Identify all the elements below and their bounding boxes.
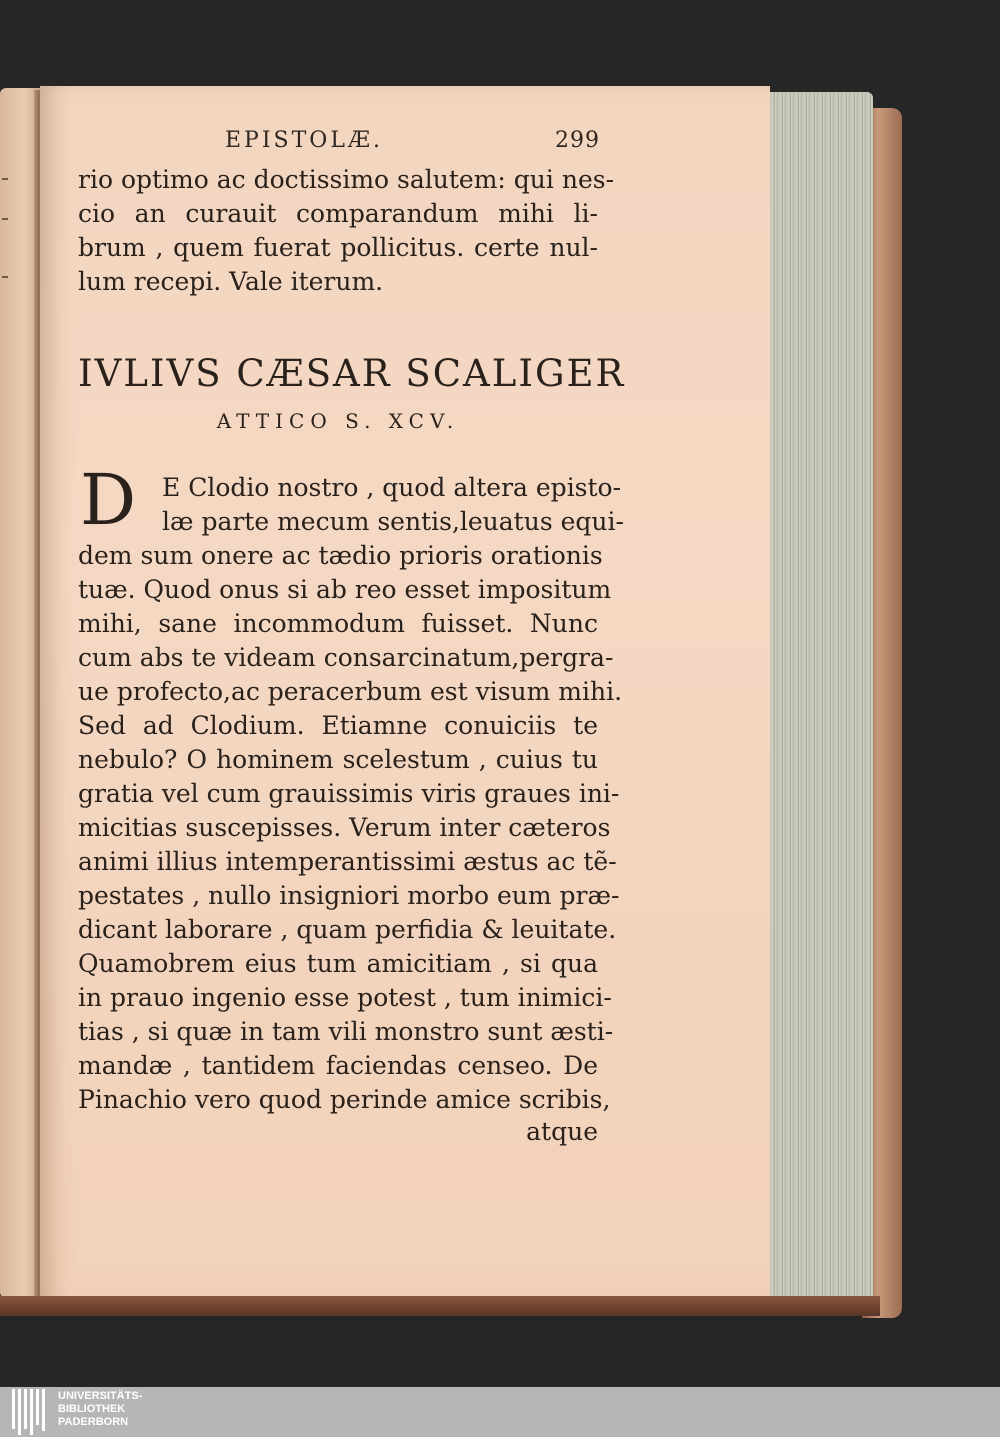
margin-mark (2, 178, 8, 180)
margin-mark (2, 276, 8, 278)
body-line: micitias suscepisses. Verum inter cæteros (78, 813, 611, 842)
intro-line: rio optimo ac doctissimo salutem: qui nes- (78, 165, 615, 194)
body-line: mihi, sane incommodum fuisset. Nunc (78, 609, 598, 638)
library-logo-icon (8, 1389, 48, 1435)
drop-cap: D (80, 459, 137, 541)
body-line: E Clodio nostro , quod altera episto- (162, 473, 622, 502)
running-title: EPISTOLÆ. (225, 128, 383, 153)
letter-subheading: ATTICO S. XCV. (216, 409, 460, 433)
body-line: in prauo ingenio esse potest , tum inimici- (78, 983, 612, 1012)
page-number: 299 (555, 128, 600, 153)
footer-bar (0, 1387, 1000, 1437)
letter-heading: IVLIVS CÆSAR SCALIGER (78, 352, 626, 395)
body-line: tias , si quæ in tam vili monstro sunt æsti- (78, 1017, 614, 1046)
body-line: mandæ , tantidem faciendas censeo. De (78, 1051, 598, 1080)
library-name (58, 1390, 258, 1429)
body-line: animi illius intemperantissimi æstus ac tẽ- (78, 847, 617, 876)
body-line: læ parte mecum sentis,leuatus equi- (162, 507, 624, 536)
library-name-line: BIBLIOTHEK (58, 1403, 126, 1415)
body-line: pestates , nullo insigniori morbo eum præ- (78, 881, 620, 910)
book-cover-bottom (0, 1296, 880, 1316)
body-line: nebulo? O hominem scelestum , cuius tu (78, 745, 598, 774)
body-line: ue profecto,ac peracerbum est visum mihi. (78, 677, 623, 706)
catchword: atque (526, 1117, 598, 1146)
body-line: Sed ad Clodium. Etiamne conuiciis te (78, 711, 598, 740)
library-name-line: PADERBORN (58, 1416, 129, 1428)
page-edges (755, 92, 873, 1304)
intro-line: lum recepi. Vale iterum. (78, 267, 384, 296)
intro-line: brum , quem fuerat pollicitus. certe nul- (78, 233, 598, 262)
body-line: gratia vel cum grauissimis viris graues ini- (78, 779, 620, 808)
intro-line: cio an curauit comparandum mihi li- (78, 199, 598, 228)
body-line: cum abs te videam consarcinatum,pergra- (78, 643, 614, 672)
body-line: tuæ. Quod onus si ab reo esset impositum (78, 575, 612, 604)
margin-mark (2, 218, 8, 220)
body-line: dem sum onere ac tædio prioris orationis (78, 541, 603, 570)
running-head (225, 128, 600, 158)
body-line: dicant laborare , quam perfidia & leuitate. (78, 915, 617, 944)
body-line: Pinachio vero quod perinde amice scribis, (78, 1085, 611, 1114)
body-line: Quamobrem eius tum amicitiam , si qua (78, 949, 598, 978)
library-name-line: UNIVERSITÄTS- (58, 1390, 143, 1402)
